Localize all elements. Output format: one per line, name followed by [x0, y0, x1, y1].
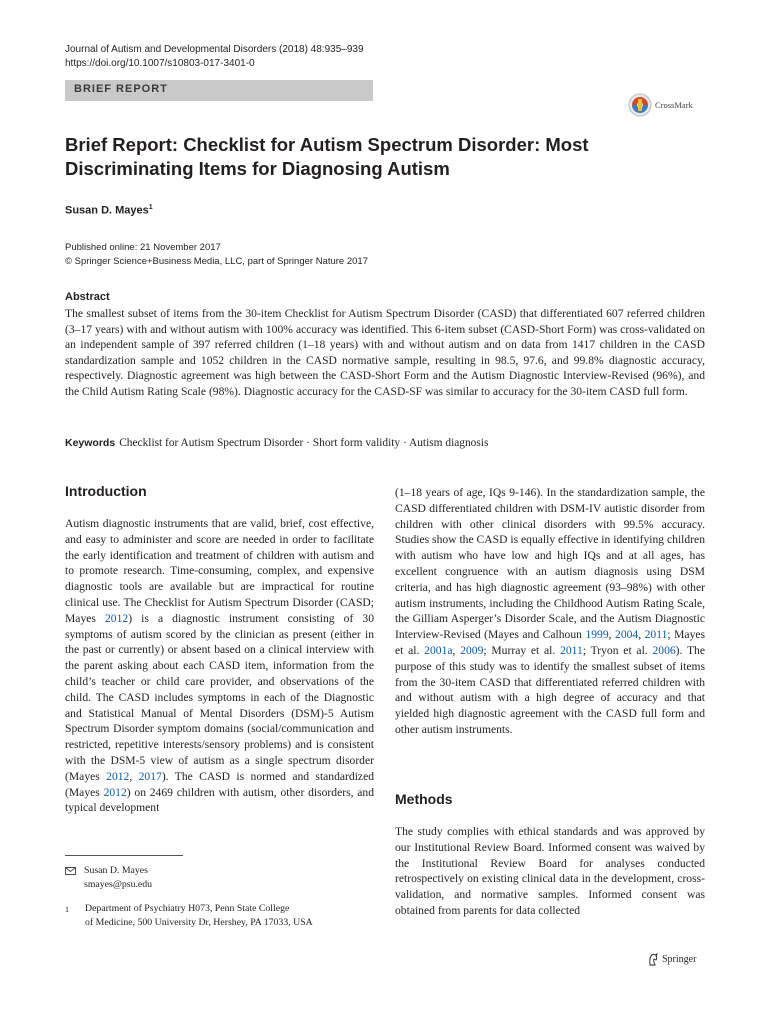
publisher-logo [647, 953, 696, 966]
abstract-heading: Abstract [65, 291, 110, 303]
introduction-heading: Introduction [65, 483, 147, 499]
intro-text: ). The purpose of this study was to identify the smallest subset of items from the 30-item CASD that differentiated referred children with and without autism with a high degree of accuracy and that yielded high diagnostic agreement with the CASD full form and other autism instruments. [395, 643, 705, 736]
citation-link[interactable]: 2011 [644, 628, 668, 642]
methods-heading: Methods [395, 791, 453, 807]
crossmark-icon [628, 93, 652, 117]
citation-link[interactable]: 2012 [106, 769, 130, 783]
envelope-icon [65, 867, 76, 875]
author-name[interactable] [65, 204, 153, 217]
citation-link[interactable]: 2004 [615, 628, 639, 642]
intro-text: (1–18 years of age, IQs 9-146). In the standardization sample, the CASD differentiated children with DSM-IV autistic disorder from children with other clinical disorders with 99.5% accuracy. Studies show the CASD is equally effective in identifying children with autism who have low and high IQs and at all ages, has excellent congruence with an autism diagnosis using DSM criteria, and has high diagnostic agreement (93–98%) with other autism instruments, including the Childhood Autism Rating Scale, the Gilliam Asperger’s Disorder Scale, and the Autism Diagnostic Interview-Revised (Mayes and Calhoun [395, 486, 705, 642]
citation-link[interactable]: 2006 [652, 643, 676, 657]
journal-citation: Journal of Autism and Developmental Disorders (2018) 48:935–939 [65, 44, 364, 55]
corresponding-author-footnote [65, 864, 152, 891]
article-type-label: BRIEF REPORT [74, 83, 168, 95]
copyright-notice: © Springer Science+Business Media, LLC, part of Springer Nature 2017 [65, 256, 368, 267]
contact-email[interactable]: smayes@psu.edu [84, 878, 153, 890]
crossmark-button[interactable] [628, 93, 693, 117]
keywords-text: Checklist for Autism Spectrum Disorder · Short form validity · Autism diagnosis [119, 437, 489, 449]
citation-link[interactable]: 2017 [138, 769, 162, 783]
intro-text: Autism diagnostic instruments that are valid, brief, cost effective, and easy to administer and score are needed in order to facilitate the early identification and treatment of children with autism and to promote research. Time-consuming, complex, and expensive diagnostic tools are available but are impractical for routine clinical use. The Checklist for Autism Spectrum Disorder (CASD; Mayes [65, 517, 374, 625]
citation-link[interactable]: 2011 [560, 643, 583, 657]
intro-text: , [129, 769, 139, 783]
crossmark-label: CrossMark [655, 100, 693, 110]
publication-info [65, 241, 368, 269]
abstract-text: The smallest subset of items from the 30-item Checklist for Autism Spectrum Disorder (CASD) that differentiated 607 referred children (3–17 years) with and without autism with 100% accuracy was identified. This 6-item subset (CASD-Short Form) was cross-validated on an independent sample of 397 referred children (1–18 years) with and without autism and on data from 1417 children in the CASD standardization sample and 1052 children in the CASD normative sample, resulting in 98.5, 97.6, and 99.8% diagnostic accuracy, respectively. Diagnostic agreement was high between the CASD-Short Form and the Autism Diagnostic Interview-Revised (96%), and the Child Autism Rating Scale (98%). Diagnostic accuracy for the CASD-SF was similar to accuracy for the 30-item CASD full form. [65, 307, 705, 398]
publisher-name: Springer [662, 954, 697, 965]
intro-text: ; Tryon et al. [582, 643, 653, 657]
contact-name: Susan D. Mayes [84, 865, 148, 876]
article-title: Brief Report: Checklist for Autism Spectrum Disorder: Most Discriminating Items for Diagnosing Autism [65, 134, 589, 179]
author-affiliation-marker: 1 [148, 204, 153, 211]
doi-link[interactable]: https://doi.org/10.1007/s10803-017-3401-0 [65, 58, 255, 69]
affiliation-number: 1 [65, 905, 69, 914]
intro-text: ). The CASD is normed and standardized (Mayes [65, 769, 375, 799]
footnote-divider [65, 855, 183, 856]
journal-header [65, 43, 364, 71]
citation-link[interactable]: 2009 [460, 643, 484, 657]
intro-text: ) on 2469 children with autism, other disorders, and typical development [65, 785, 375, 815]
intro-text: ) is a diagnostic instrument consisting of 30 symptoms of autism scored by the clinician as present (either in the past or currently) or absent based on a clinical interview with the parent asking about each CASD item, information from the child’s teacher or child care provider, and observations of the child. The CASD includes symptoms in each of the Diagnostic and Statistical Manual of Mental Disorders (DSM)-5 Autism Spectrum Disorder symptom domains (social/communication and restricted, repetitive interests/sensory problems) and is consistent with the DSM-5 view of autism as a single spectrum disorder (Mayes [65, 611, 375, 783]
published-date: Published online: 21 November 2017 [65, 242, 221, 253]
intro-text: , [638, 628, 645, 642]
citation-link[interactable]: 2012 [105, 611, 129, 625]
affiliation-line-1: Department of Psychiatry H073, Penn State College [85, 903, 290, 914]
affiliation-footnote [65, 902, 313, 929]
methods-text: The study complies with ethical standards and was approved by our Institutional Review Board. Informed consent was waived by the Institutional Review Board for analyses conducted retrospectively on existing clinical data in the development, cross-validation, and normative samples. Informed consent was obtained from parents for data collected [395, 825, 705, 917]
keywords-label: Keywords [65, 437, 116, 449]
introduction-column-2 [395, 485, 705, 738]
springer-horse-icon [647, 953, 659, 966]
intro-text: , [452, 643, 461, 657]
intro-text: , [608, 628, 616, 642]
author-name-text: Susan D. Mayes [65, 204, 149, 217]
article-type-badge [65, 80, 373, 101]
introduction-column-1 [65, 516, 374, 816]
citation-link[interactable]: 2012 [103, 785, 127, 799]
citation-link[interactable]: 2001a [424, 643, 453, 657]
intro-text: ; Murray et al. [483, 643, 561, 657]
citation-link[interactable]: 1999 [585, 628, 609, 642]
intro-text: ; Mayes et al. [395, 628, 706, 657]
affiliation-line-2: of Medicine, 500 University Dr, Hershey, PA 17033, USA [85, 916, 313, 928]
keywords-line [65, 437, 488, 449]
